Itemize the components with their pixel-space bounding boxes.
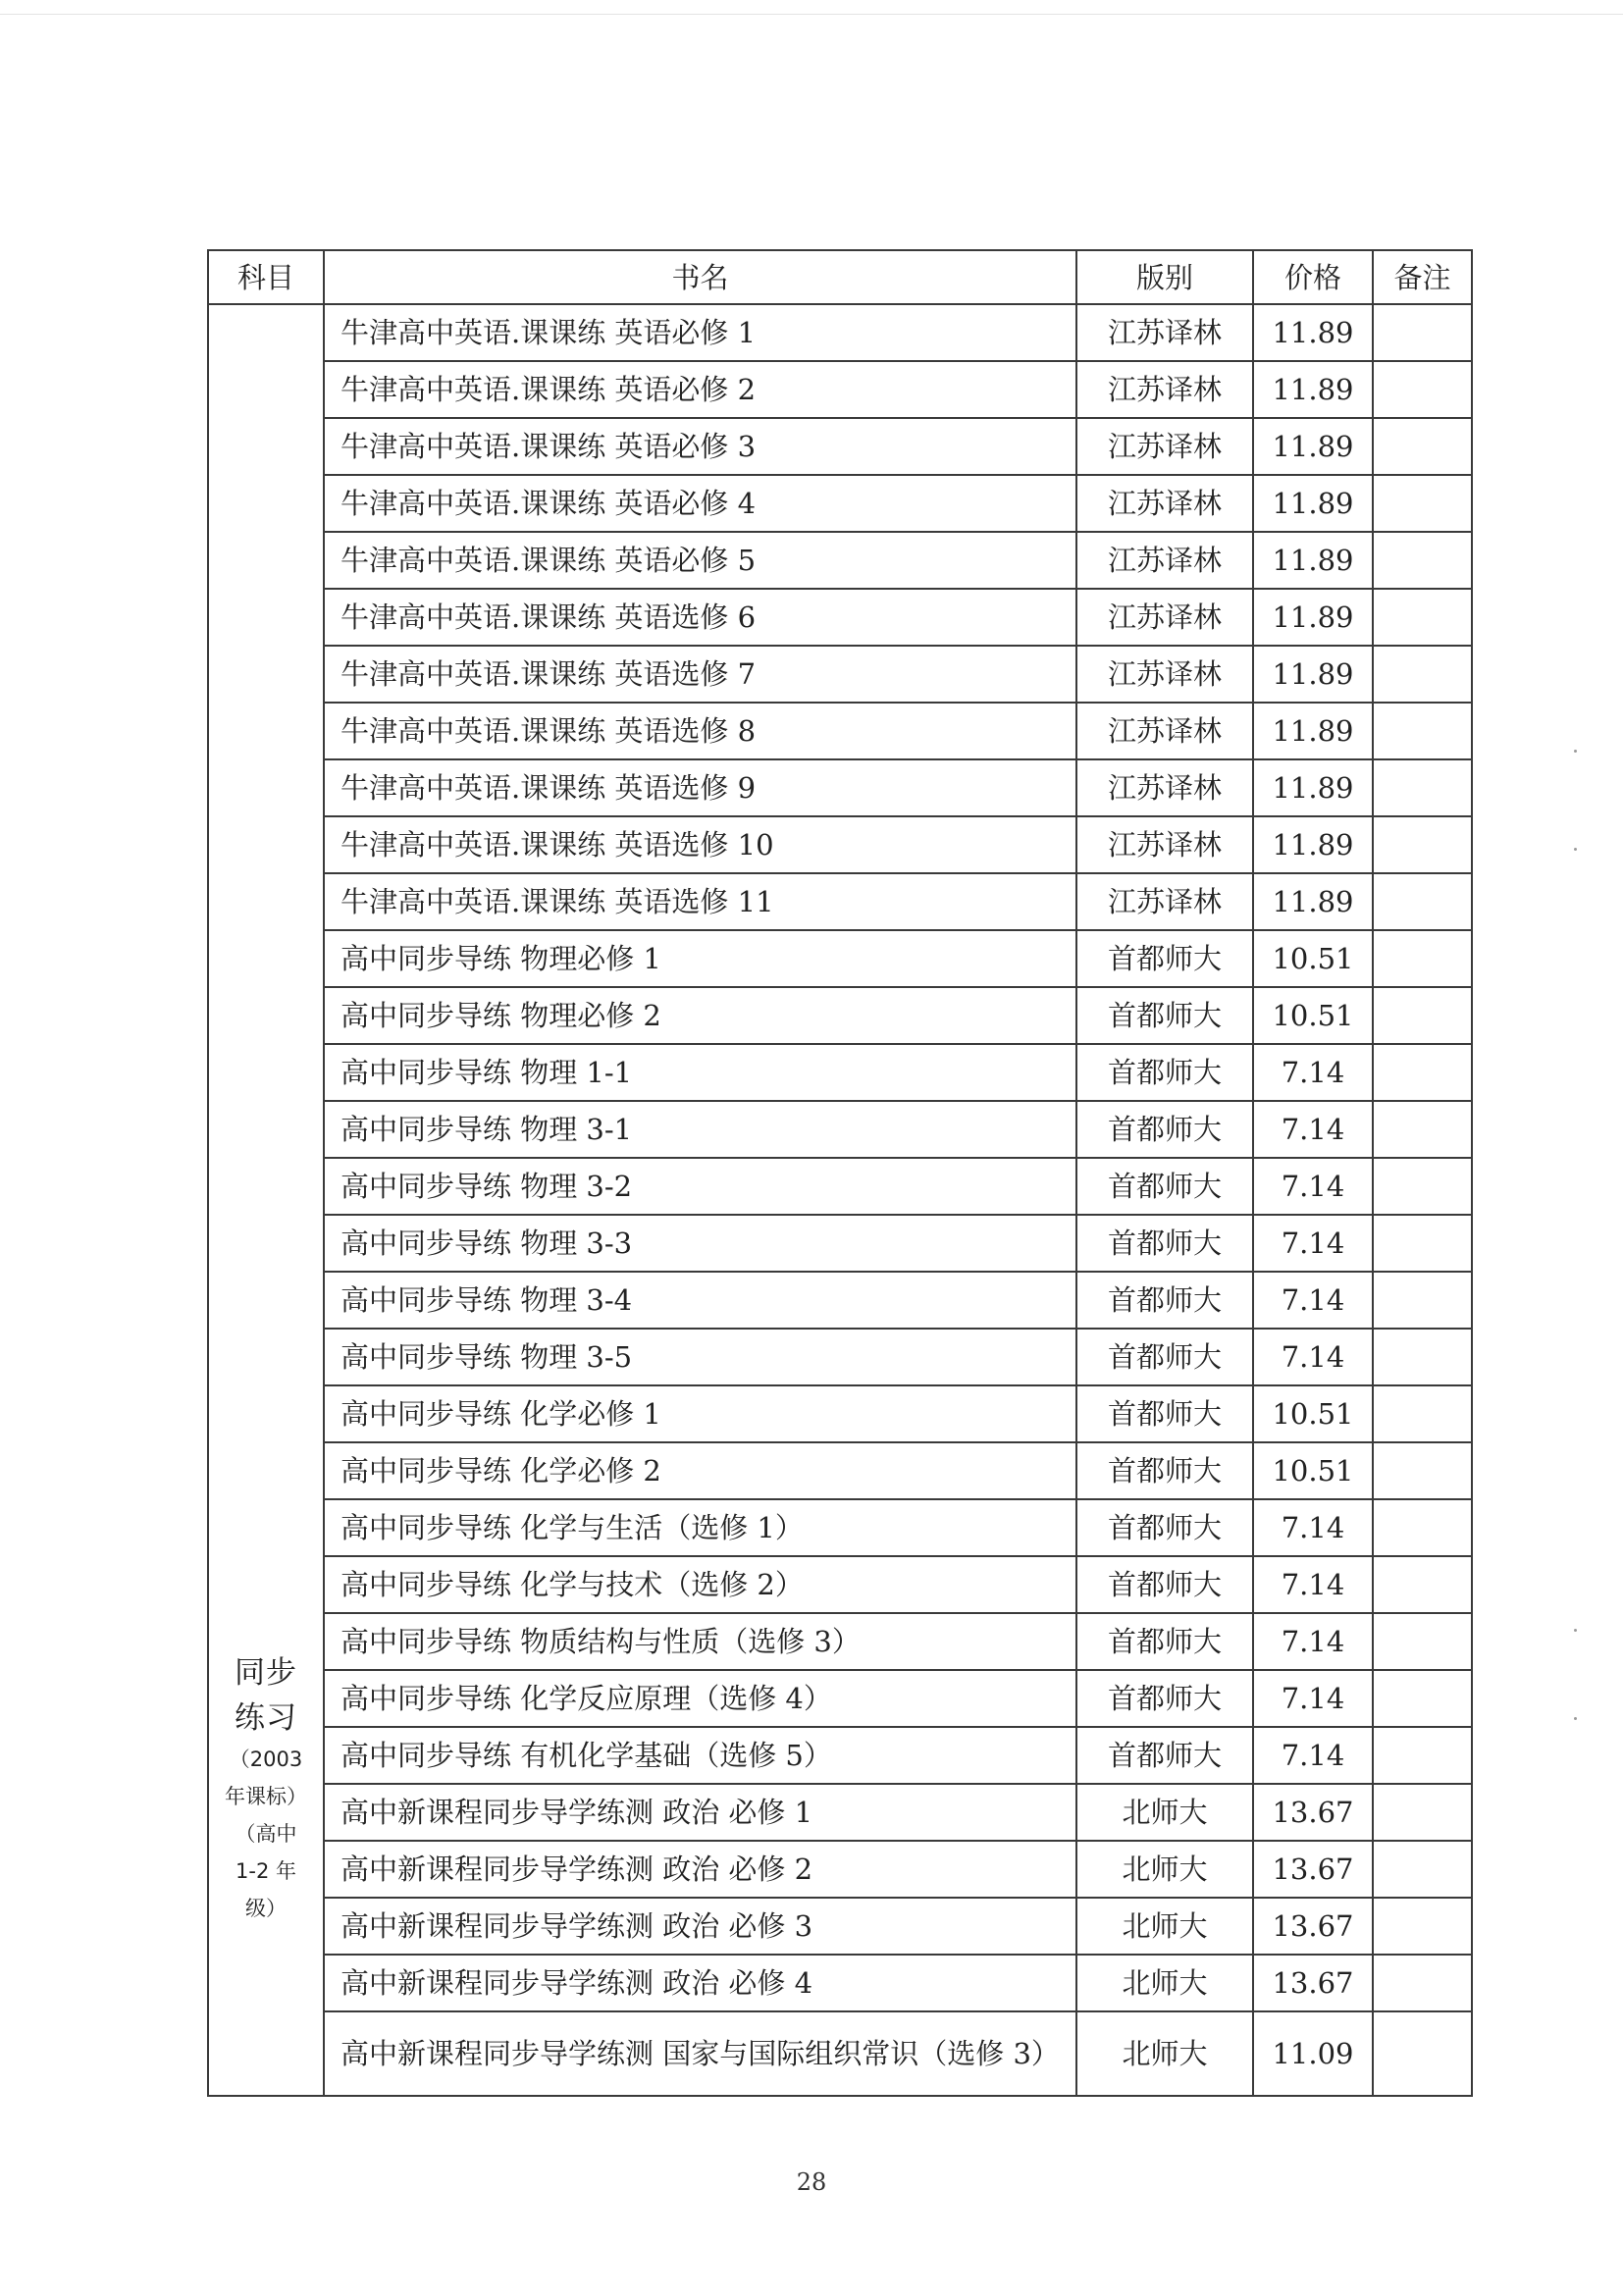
remarks-cell <box>1373 1727 1472 1784</box>
price-cell: 11.89 <box>1253 475 1373 532</box>
subject-line: 1-2 年 <box>236 1859 296 1883</box>
remarks-cell <box>1373 304 1472 361</box>
remarks-cell <box>1373 1499 1472 1556</box>
table-row <box>208 418 1472 475</box>
table-row <box>208 1556 1472 1613</box>
book-title-cell: 牛津高中英语.课课练 英语选修 8 <box>324 703 1076 759</box>
page-number: 28 <box>796 2168 827 2196</box>
remarks-cell <box>1373 1955 1472 2011</box>
price-cell: 11.89 <box>1253 816 1373 873</box>
price-cell: 13.67 <box>1253 1955 1373 2011</box>
edition-cell: 首都师大 <box>1076 1613 1253 1670</box>
book-title-cell: 高中同步导练 化学必修 2 <box>324 1442 1076 1499</box>
table-row <box>208 1841 1472 1898</box>
book-title-cell: 高中同步导练 物理 3-3 <box>324 1215 1076 1272</box>
price-cell: 10.51 <box>1253 1385 1373 1442</box>
edition-cell: 首都师大 <box>1076 1670 1253 1727</box>
book-title-cell: 高中同步导练 物理 3-4 <box>324 1272 1076 1329</box>
table-row <box>208 1101 1472 1158</box>
header-edition: 版别 <box>1076 250 1253 304</box>
edition-cell: 首都师大 <box>1076 1727 1253 1784</box>
table-row <box>208 816 1472 873</box>
header-price: 价格 <box>1253 250 1373 304</box>
table-row <box>208 1670 1472 1727</box>
book-title-cell: 高中新课程同步导学练测 政治 必修 3 <box>324 1898 1076 1955</box>
subject-cell <box>208 304 324 2096</box>
scan-speck <box>1574 750 1577 753</box>
table-row <box>208 1499 1472 1556</box>
remarks-cell <box>1373 873 1472 930</box>
table-row <box>208 930 1472 987</box>
book-title-cell: 牛津高中英语.课课练 英语选修 6 <box>324 589 1076 646</box>
book-title-cell: 高中同步导练 有机化学基础（选修 5） <box>324 1727 1076 1784</box>
price-cell: 11.89 <box>1253 873 1373 930</box>
table-row <box>208 1272 1472 1329</box>
price-cell: 11.89 <box>1253 304 1373 361</box>
subject-line: （高中 <box>235 1822 297 1846</box>
price-cell: 7.14 <box>1253 1556 1373 1613</box>
table-row <box>208 1955 1472 2011</box>
remarks-cell <box>1373 418 1472 475</box>
remarks-cell <box>1373 589 1472 646</box>
scan-speck <box>1574 1629 1577 1632</box>
book-title-cell: 高中同步导练 物理 1-1 <box>324 1044 1076 1101</box>
table-row <box>208 1215 1472 1272</box>
edition-cell: 首都师大 <box>1076 1158 1253 1215</box>
remarks-cell <box>1373 1556 1472 1613</box>
edition-cell: 江苏译林 <box>1076 816 1253 873</box>
table-header-row <box>208 250 1472 304</box>
edition-cell: 江苏译林 <box>1076 759 1253 816</box>
book-title-cell: 牛津高中英语.课课练 英语必修 4 <box>324 475 1076 532</box>
edition-cell: 江苏译林 <box>1076 532 1253 589</box>
edition-cell: 首都师大 <box>1076 1272 1253 1329</box>
book-title-cell: 高中新课程同步导学练测 政治 必修 2 <box>324 1841 1076 1898</box>
remarks-cell <box>1373 1613 1472 1670</box>
price-cell: 11.89 <box>1253 759 1373 816</box>
price-cell: 7.14 <box>1253 1215 1373 1272</box>
table-row <box>208 475 1472 532</box>
price-cell: 10.51 <box>1253 1442 1373 1499</box>
remarks-cell <box>1373 1044 1472 1101</box>
book-title-cell: 牛津高中英语.课课练 英语选修 9 <box>324 759 1076 816</box>
remarks-cell <box>1373 930 1472 987</box>
price-cell: 7.14 <box>1253 1670 1373 1727</box>
book-title-cell: 高中同步导练 物质结构与性质（选修 3） <box>324 1613 1076 1670</box>
remarks-cell <box>1373 703 1472 759</box>
price-cell: 13.67 <box>1253 1784 1373 1841</box>
table-row <box>208 759 1472 816</box>
book-title-cell: 高中同步导练 化学与技术（选修 2） <box>324 1556 1076 1613</box>
table-row <box>208 1784 1472 1841</box>
remarks-cell <box>1373 532 1472 589</box>
table-row <box>208 1442 1472 1499</box>
price-cell: 13.67 <box>1253 1898 1373 1955</box>
edition-cell: 北师大 <box>1076 2011 1253 2096</box>
remarks-cell <box>1373 361 1472 418</box>
price-cell: 7.14 <box>1253 1727 1373 1784</box>
remarks-cell <box>1373 1841 1472 1898</box>
price-cell: 11.89 <box>1253 418 1373 475</box>
edition-cell: 江苏译林 <box>1076 873 1253 930</box>
price-cell: 7.14 <box>1253 1272 1373 1329</box>
book-title-cell: 牛津高中英语.课课练 英语选修 10 <box>324 816 1076 873</box>
edition-cell: 首都师大 <box>1076 1215 1253 1272</box>
remarks-cell <box>1373 1158 1472 1215</box>
book-title-cell: 高中新课程同步导学练测 政治 必修 1 <box>324 1784 1076 1841</box>
price-cell: 10.51 <box>1253 987 1373 1044</box>
table-row <box>208 1727 1472 1784</box>
remarks-cell <box>1373 1442 1472 1499</box>
remarks-cell <box>1373 1272 1472 1329</box>
table-row <box>208 304 1472 361</box>
table-row <box>208 1385 1472 1442</box>
price-cell: 7.14 <box>1253 1158 1373 1215</box>
remarks-cell <box>1373 1784 1472 1841</box>
edition-cell: 江苏译林 <box>1076 418 1253 475</box>
table-row <box>208 361 1472 418</box>
header-remarks: 备注 <box>1373 250 1472 304</box>
subject-line: 级） <box>245 1897 287 1920</box>
remarks-cell <box>1373 816 1472 873</box>
remarks-cell <box>1373 1670 1472 1727</box>
remarks-cell <box>1373 987 1472 1044</box>
edition-cell: 江苏译林 <box>1076 646 1253 703</box>
table-row <box>208 873 1472 930</box>
table-row <box>208 1158 1472 1215</box>
edition-cell: 首都师大 <box>1076 1385 1253 1442</box>
book-title-cell: 高中同步导练 物理 3-5 <box>324 1329 1076 1385</box>
table-row <box>208 1329 1472 1385</box>
table-row <box>208 646 1472 703</box>
book-title-cell: 高中同步导练 化学与生活（选修 1） <box>324 1499 1076 1556</box>
remarks-cell <box>1373 475 1472 532</box>
edition-cell: 首都师大 <box>1076 987 1253 1044</box>
scan-speck <box>1574 1717 1577 1720</box>
book-title-cell: 高中同步导练 化学反应原理（选修 4） <box>324 1670 1076 1727</box>
scan-top-edge <box>0 14 1623 15</box>
edition-cell: 江苏译林 <box>1076 703 1253 759</box>
book-title-cell: 牛津高中英语.课课练 英语选修 11 <box>324 873 1076 930</box>
book-list-table <box>207 249 1473 2097</box>
remarks-cell <box>1373 1101 1472 1158</box>
edition-cell: 北师大 <box>1076 1784 1253 1841</box>
remarks-cell <box>1373 1385 1472 1442</box>
book-title-cell: 高中新课程同步导学练测 政治 必修 4 <box>324 1955 1076 2011</box>
book-title-cell: 牛津高中英语.课课练 英语必修 3 <box>324 418 1076 475</box>
edition-cell: 首都师大 <box>1076 1499 1253 1556</box>
table-row <box>208 1898 1472 1955</box>
edition-cell: 江苏译林 <box>1076 304 1253 361</box>
edition-cell: 江苏译林 <box>1076 475 1253 532</box>
subject-line: 年课标） <box>225 1785 307 1808</box>
price-cell: 11.89 <box>1253 646 1373 703</box>
edition-cell: 首都师大 <box>1076 1556 1253 1613</box>
edition-cell: 首都师大 <box>1076 1044 1253 1101</box>
price-cell: 7.14 <box>1253 1101 1373 1158</box>
table-row <box>208 1613 1472 1670</box>
table-row <box>208 2011 1472 2096</box>
edition-cell: 北师大 <box>1076 1955 1253 2011</box>
book-title-cell: 牛津高中英语.课课练 英语必修 2 <box>324 361 1076 418</box>
table-row <box>208 1044 1472 1101</box>
price-cell: 7.14 <box>1253 1329 1373 1385</box>
price-cell: 11.09 <box>1253 2011 1373 2096</box>
price-cell: 11.89 <box>1253 361 1373 418</box>
book-title-cell: 高中同步导练 物理 3-1 <box>324 1101 1076 1158</box>
remarks-cell <box>1373 1215 1472 1272</box>
edition-cell: 北师大 <box>1076 1841 1253 1898</box>
price-cell: 11.89 <box>1253 532 1373 589</box>
price-cell: 13.67 <box>1253 1841 1373 1898</box>
subject-line: 同步 <box>235 1655 297 1691</box>
book-title-cell: 高中新课程同步导学练测 国家与国际组织常识（选修 3） <box>324 2011 1076 2096</box>
book-title-cell: 高中同步导练 物理必修 1 <box>324 930 1076 987</box>
table-row <box>208 589 1472 646</box>
table-row <box>208 532 1472 589</box>
price-cell: 7.14 <box>1253 1613 1373 1670</box>
scan-speck <box>1574 848 1577 851</box>
edition-cell: 首都师大 <box>1076 1442 1253 1499</box>
edition-cell: 江苏译林 <box>1076 361 1253 418</box>
remarks-cell <box>1373 2011 1472 2096</box>
edition-cell: 首都师大 <box>1076 1329 1253 1385</box>
book-title-cell: 高中同步导练 化学必修 1 <box>324 1385 1076 1442</box>
edition-cell: 首都师大 <box>1076 930 1253 987</box>
remarks-cell <box>1373 646 1472 703</box>
edition-cell: 北师大 <box>1076 1898 1253 1955</box>
header-title: 书名 <box>324 250 1076 304</box>
table-row <box>208 987 1472 1044</box>
edition-cell: 江苏译林 <box>1076 589 1253 646</box>
book-title-cell: 高中同步导练 物理必修 2 <box>324 987 1076 1044</box>
subject-line: 练习 <box>235 1700 297 1736</box>
book-title-cell: 牛津高中英语.课课练 英语选修 7 <box>324 646 1076 703</box>
book-title-cell: 牛津高中英语.课课练 英语必修 1 <box>324 304 1076 361</box>
remarks-cell <box>1373 759 1472 816</box>
price-cell: 7.14 <box>1253 1044 1373 1101</box>
header-subject: 科目 <box>208 250 324 304</box>
remarks-cell <box>1373 1898 1472 1955</box>
remarks-cell <box>1373 1329 1472 1385</box>
edition-cell: 首都师大 <box>1076 1101 1253 1158</box>
price-cell: 11.89 <box>1253 589 1373 646</box>
book-title-cell: 高中同步导练 物理 3-2 <box>324 1158 1076 1215</box>
table-row <box>208 703 1472 759</box>
subject-line: （2003 <box>229 1748 303 1771</box>
book-title-cell: 牛津高中英语.课课练 英语必修 5 <box>324 532 1076 589</box>
price-cell: 7.14 <box>1253 1499 1373 1556</box>
price-cell: 11.89 <box>1253 703 1373 759</box>
price-cell: 10.51 <box>1253 930 1373 987</box>
